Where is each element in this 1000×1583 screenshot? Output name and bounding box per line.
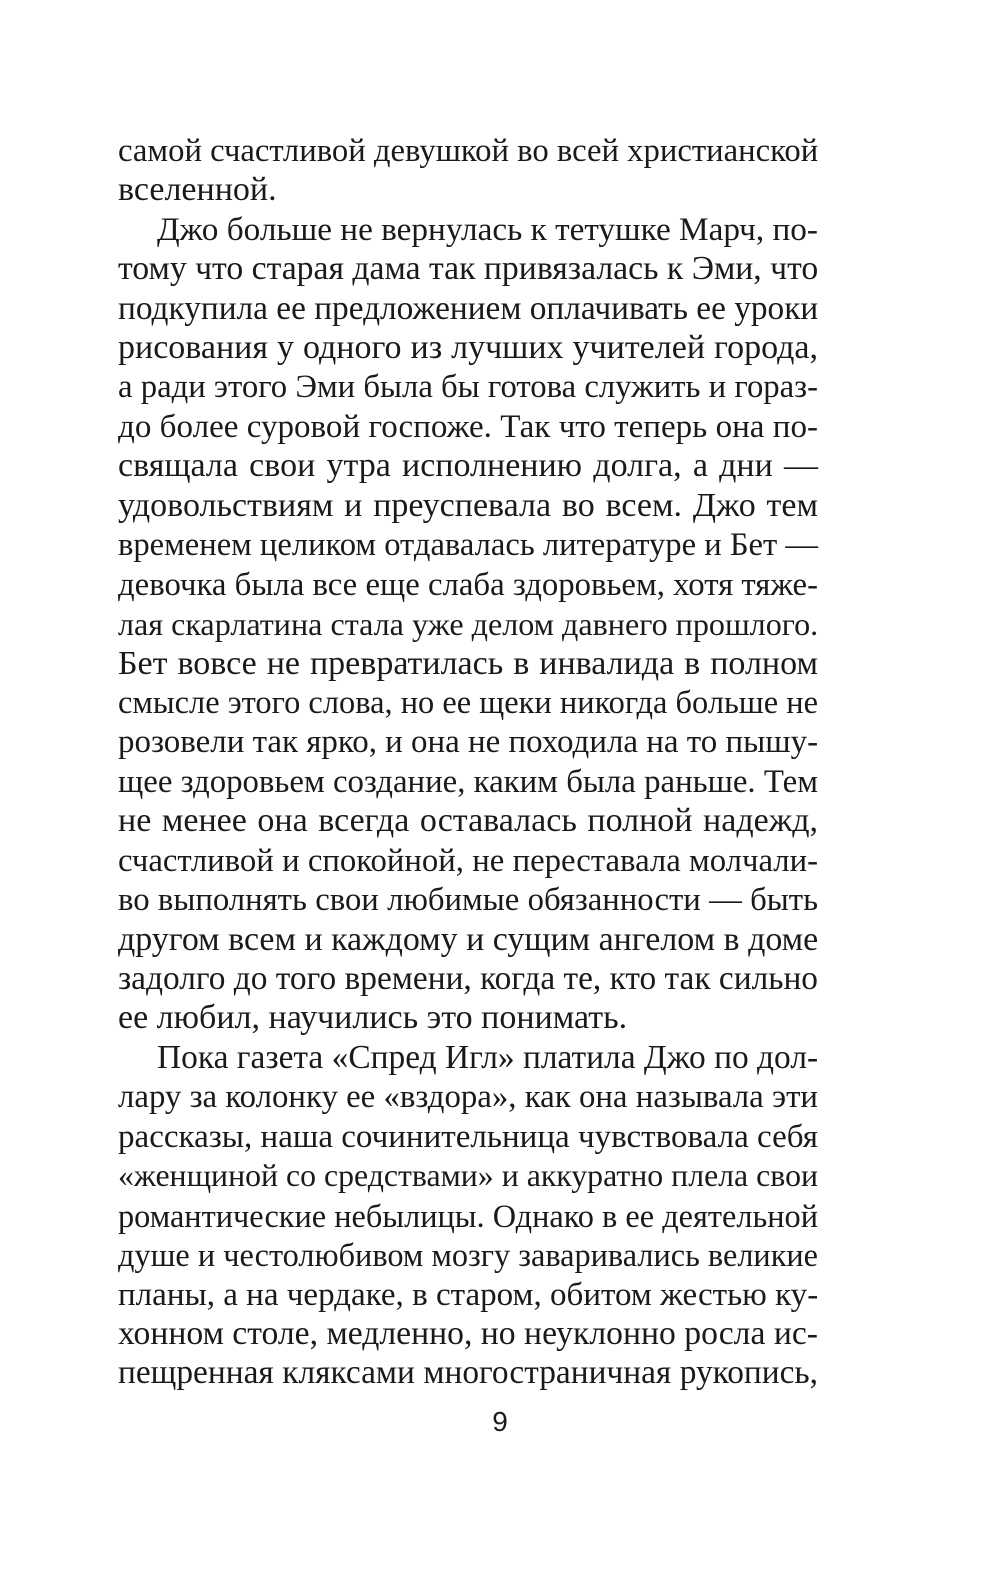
text-line: Пока газета «Спред Игл» платила Джо по дол-	[157, 1039, 819, 1076]
text-line: во выполнять свои любимые обязанности — быть	[118, 882, 818, 918]
text-line: тому что старая дама так привязалась к Эми, что	[118, 250, 819, 287]
text-line: пещренная кляксами многостраничная рукопись,	[118, 1354, 818, 1391]
text-line: задолго до того времени, когда те, кто так сильно	[118, 960, 818, 997]
page-number: 9	[492, 1406, 508, 1437]
text-line: хонном столе, медленно, но неуклонно росла ис-	[118, 1315, 818, 1352]
text-line: подкупила ее предложением оплачивать ее уроки	[118, 290, 819, 327]
text-line: Бет вовсе не превратилась в инвалида в полном	[118, 645, 818, 682]
text-line: лару за колонку ее «вздора», как она называла эти	[118, 1079, 818, 1115]
text-line: не менее она всегда оставалась полной надежд,	[118, 802, 818, 839]
text-line: рассказы, наша сочинительница чувствовала себя	[118, 1119, 818, 1155]
text-line: планы, а на чердаке, в старом, обитом жестью ку-	[118, 1277, 819, 1313]
text-line: до более суровой госпоже. Так что теперь она по-	[118, 409, 818, 445]
text-line: Джо больше не вернулась к тетушке Марч, по-	[157, 211, 818, 248]
text-line: романтические небылицы. Однако в ее деятельной	[118, 1198, 818, 1234]
text-line: свящала свои утра исполнению долга, а дни —	[118, 447, 818, 484]
text-line: смысле этого слова, но ее щеки никогда больше не	[118, 685, 818, 721]
text-line: самой счастливой девушкой во всей христианской	[118, 133, 819, 169]
text-line: «женщиной со средствами» и аккуратно плела свои	[118, 1158, 818, 1193]
text-line: ее любил, научились это понимать.	[118, 999, 628, 1036]
text-line: щее здоровьем создание, каким была раньше. Тем	[118, 764, 818, 800]
text-line: душе и честолюбивом мозгу заваривались великие	[118, 1237, 818, 1273]
text-line: другом всем и каждому и сущим ангелом в доме	[118, 921, 819, 958]
text-line: розовели так ярко, и она не походила на то пышу-	[118, 724, 819, 760]
text-line: счастливой и спокойной, не переставала молчали-	[118, 843, 818, 879]
text-line: вселенной.	[118, 171, 277, 208]
text-line: лая скарлатина стала уже делом давнего прошлого.	[118, 606, 819, 642]
text-line: а ради этого Эми была бы готова служить и гораз-	[118, 369, 818, 405]
text-line: девочка была все еще слаба здоровьем, хотя тяже-	[118, 567, 818, 603]
text-line: временем целиком отдавалась литературе и Бет —	[118, 527, 818, 563]
text-line: удовольствиям и преуспевала во всем. Джо тем	[118, 487, 818, 524]
text-line: рисования у одного из лучших учителей города,	[118, 329, 818, 366]
